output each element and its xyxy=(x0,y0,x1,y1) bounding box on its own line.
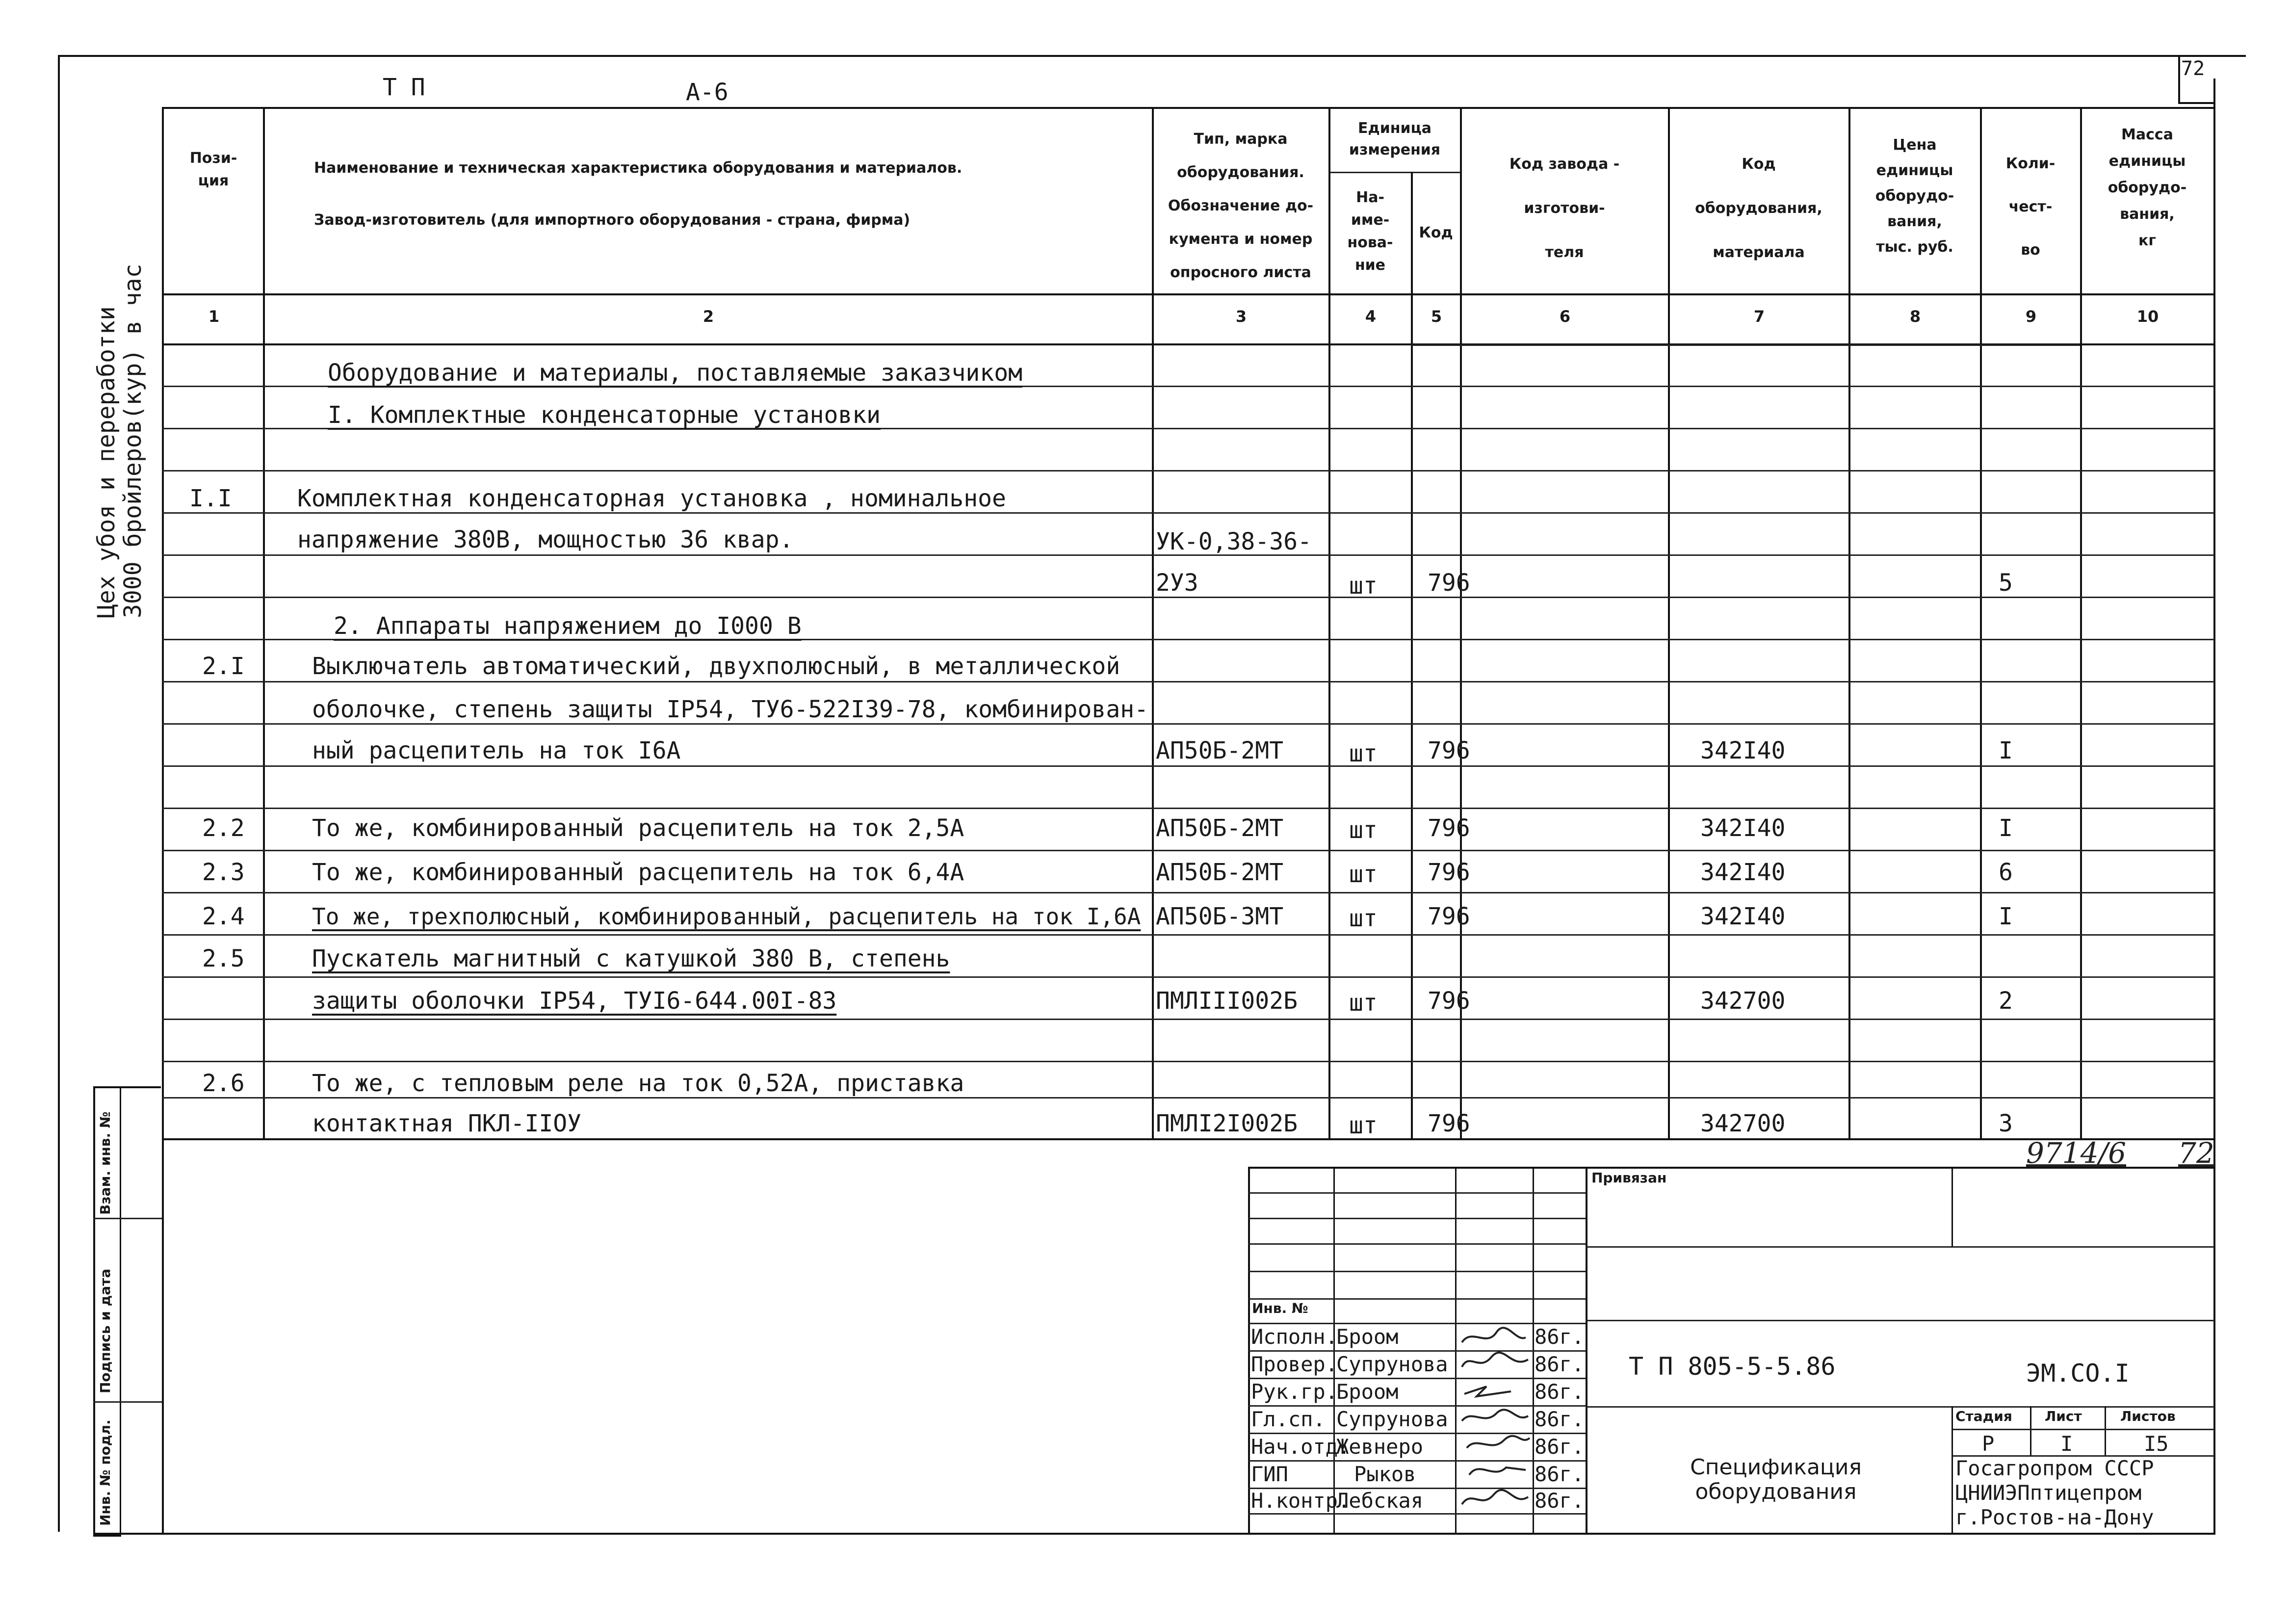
side-caption-line1: Цех убоя и переработки xyxy=(93,306,120,618)
name-cell: Пускатель магнитный с катушкой 380 В, степень xyxy=(312,945,950,972)
row-line xyxy=(162,850,2214,851)
tb-row xyxy=(1248,1323,1586,1324)
row-line xyxy=(162,808,2214,809)
qty-cell: I xyxy=(1999,814,2013,842)
col-line-7 xyxy=(1848,107,1850,1139)
colnum-7: 7 xyxy=(1753,307,1765,326)
tb-signer-role: Н.контр. xyxy=(1251,1489,1351,1513)
equipment-code-cell: 342I40 xyxy=(1700,737,1786,764)
position-cell: 2.3 xyxy=(202,859,245,886)
tb-sheets-value: I5 xyxy=(2144,1432,2169,1456)
doc-number-handwritten: 9714/6 xyxy=(2026,1136,2127,1170)
col7-header: Код оборудования, материала xyxy=(1695,156,1822,261)
tb-signer-year: 86г. xyxy=(1535,1489,1585,1513)
tb-line xyxy=(1586,1406,2214,1408)
tb-row xyxy=(1248,1378,1586,1379)
tb-signer-role: Нач.отд. xyxy=(1251,1435,1351,1459)
type-cell: АП50Б-3МТ xyxy=(1156,903,1284,930)
tb-org-line1: Госагропром СССР xyxy=(1955,1456,2154,1480)
type-cell: 2У3 xyxy=(1156,569,1198,597)
unit-code-cell: 796 xyxy=(1428,1110,1470,1137)
tb-title-org-divider xyxy=(1952,1406,1953,1534)
doc-number-page: 72 xyxy=(2178,1136,2214,1170)
unit-cell: шт xyxy=(1349,989,1378,1017)
tb-row xyxy=(1248,1433,1586,1434)
tb-bound-label: Привязан xyxy=(1591,1170,1667,1186)
tb-signer-name: Супрунова xyxy=(1336,1407,1448,1431)
tb-main-divider xyxy=(1586,1167,1587,1534)
tb-signer-year: 86г. xyxy=(1535,1407,1585,1431)
tb-signer-name: Рыков xyxy=(1354,1462,1416,1486)
tb-signer-name: Броом xyxy=(1336,1380,1399,1404)
name-cell: ный расцепитель на ток I6А xyxy=(312,737,681,764)
type-cell: ПМЛI2I002Б xyxy=(1156,1110,1298,1137)
equipment-code-cell: 342700 xyxy=(1700,1110,1786,1137)
row-line xyxy=(162,512,2214,514)
col-line-9 xyxy=(2080,107,2082,1139)
col1-header: Пози- ция xyxy=(189,150,237,189)
tb-signer-role: Провер. xyxy=(1251,1352,1338,1376)
tb-row xyxy=(1248,1513,1586,1515)
tb-signer-name: Лебская xyxy=(1336,1489,1424,1513)
type-cell: АП50Б-2МТ xyxy=(1156,859,1284,886)
row-line xyxy=(162,723,2214,725)
inner-frame-left xyxy=(162,108,164,1535)
signature xyxy=(1464,1387,1511,1396)
inner-frame-right xyxy=(2213,79,2215,1535)
side-caption xyxy=(93,264,146,618)
section-heading: Оборудование и материалы, поставляемые заказчиком xyxy=(328,359,1023,387)
unit-cell: шт xyxy=(1349,740,1378,767)
tb-signer-name: Супрунова xyxy=(1336,1352,1448,1376)
name-cell: напряжение 380В, мощностью 36 квар. xyxy=(297,526,794,553)
tb-row xyxy=(1248,1218,1586,1219)
tb-row xyxy=(1248,1350,1586,1352)
left-strip-inv-orig: Инв. № подл. xyxy=(97,1419,113,1526)
sheet-corner-number: 72 xyxy=(2181,57,2205,80)
position-cell: 2.4 xyxy=(202,903,245,930)
row-line xyxy=(162,1019,2214,1020)
name-cell: То же, комбинированный расцепитель на ток 2,5А xyxy=(312,814,964,842)
row-line xyxy=(162,892,2214,893)
equipment-code-cell: 342700 xyxy=(1700,987,1786,1015)
unit-code-cell: 796 xyxy=(1428,987,1470,1015)
row-line xyxy=(162,1061,2214,1062)
position-cell: 2.5 xyxy=(202,945,245,972)
tb-stage-value: Р xyxy=(1982,1432,1995,1456)
signature xyxy=(1469,1467,1526,1475)
col10-header: Масса единицы оборудо- вания, кг xyxy=(2108,126,2187,249)
col9-header: Коли- чест- во xyxy=(2005,155,2056,259)
left-strip-inv-repl: Взам. инв. № xyxy=(97,1111,113,1215)
tb-sheet-value: I xyxy=(2060,1432,2073,1456)
tb-row xyxy=(1248,1298,1586,1300)
colnum-6: 6 xyxy=(1559,307,1571,326)
qty-cell: 2 xyxy=(1999,987,2013,1015)
tb-signer-year: 86г. xyxy=(1535,1352,1585,1376)
position-cell: I.I xyxy=(189,485,232,512)
name-cell: Комплектная конденсаторная установка , номинальное xyxy=(297,485,1006,512)
section-heading: I. Комплектные конденсаторные установки xyxy=(328,401,881,429)
sheet-format: А-6 xyxy=(686,79,729,106)
tb-stage-col xyxy=(2105,1406,2106,1455)
side-caption-line2: 3000 бройлеров(кур) в час xyxy=(119,263,147,618)
equipment-code-cell: 342I40 xyxy=(1700,814,1786,842)
signature xyxy=(1462,1410,1528,1421)
unit-code-cell: 796 xyxy=(1428,569,1470,597)
tb-row xyxy=(1248,1192,1586,1194)
row-line xyxy=(162,976,2214,978)
colnum-9: 9 xyxy=(2025,307,2037,326)
tb-stage-col xyxy=(2030,1406,2031,1455)
tp-label: Т П xyxy=(383,74,425,101)
qty-cell: 6 xyxy=(1999,859,2013,886)
tb-project-code: Т П 805-5-5.86 xyxy=(1629,1352,1836,1381)
colnum-2: 2 xyxy=(703,307,714,326)
tb-line xyxy=(1586,1246,2214,1248)
tb-org-line2: ЦНИИЭПптицепром xyxy=(1955,1481,2142,1505)
unit-cell: шт xyxy=(1349,572,1378,600)
equipment-code-cell: 342I40 xyxy=(1700,859,1786,886)
col3-header: Тип, марка оборудования. Обозначение до- кумента и номер опросного листа xyxy=(1168,131,1314,281)
signature xyxy=(1462,1328,1526,1342)
col4-header: На- име- нова- ние xyxy=(1347,189,1393,274)
row-line xyxy=(162,1097,2214,1099)
unit-cell: шт xyxy=(1349,1112,1378,1139)
tb-signer-role: Исполн. xyxy=(1251,1325,1338,1349)
qty-cell: I xyxy=(1999,903,2013,930)
col2-header: Наименование и техническая характеристика оборудования и материалов. xyxy=(314,159,963,177)
unit-code-cell: 796 xyxy=(1428,737,1470,764)
name-cell: Выключатель автоматический, двухполюсный, в металлической xyxy=(312,653,1120,680)
colnum-10: 10 xyxy=(2136,307,2159,326)
type-cell: УК-0,38-36- xyxy=(1156,528,1312,555)
tb-row xyxy=(1248,1460,1586,1462)
tb-line xyxy=(1586,1320,2214,1321)
col6-header: Код завода - изготови- теля xyxy=(1509,156,1620,261)
unit-cell: шт xyxy=(1349,905,1378,932)
name-cell: контактная ПКЛ-IIОУ xyxy=(312,1110,582,1137)
tb-signer-role: ГИП xyxy=(1251,1462,1288,1486)
tb-signer-role: Рук.гр. xyxy=(1251,1380,1338,1404)
unit-code-cell: 796 xyxy=(1428,859,1470,886)
row-line xyxy=(162,470,2214,471)
equipment-code-cell: 342I40 xyxy=(1700,903,1786,930)
tb-line xyxy=(1952,1429,2214,1430)
left-strip-sign-date: Подпись и дата xyxy=(97,1268,113,1393)
name-cell: оболочке, степень защиты IP54, ТУ6-522I39-78, комбинирован- xyxy=(312,696,1149,723)
tb-signer-year: 86г. xyxy=(1535,1380,1585,1404)
name-cell: То же, трехполюсный, комбинированный, расцепитель на ток I,6А xyxy=(312,903,1141,930)
type-cell: АП50Б-2МТ xyxy=(1156,814,1284,842)
tb-org-line3: г.Ростов-на-Дону xyxy=(1955,1505,2154,1529)
tb-sheets-label: Листов xyxy=(2120,1408,2176,1424)
position-cell: 2.I xyxy=(202,653,245,680)
left-strip-div xyxy=(93,1218,162,1219)
left-strip-col2 xyxy=(118,1086,161,1535)
tb-signer-name: Броом xyxy=(1336,1325,1399,1349)
outer-frame-top xyxy=(58,55,2246,57)
tb-row xyxy=(1248,1243,1586,1245)
section-heading: 2. Аппараты напряжением до I000 В xyxy=(334,612,802,640)
colnum-1: 1 xyxy=(208,307,220,326)
unit-cell: шт xyxy=(1349,861,1378,888)
tb-bound-divider xyxy=(1952,1167,1953,1246)
col5-header: Код xyxy=(1419,224,1453,241)
colnum-3: 3 xyxy=(1235,307,1247,326)
signature xyxy=(1462,1353,1528,1367)
tb-signer-year: 86г. xyxy=(1535,1462,1585,1486)
row-line xyxy=(162,681,2214,682)
header-bottom-line xyxy=(162,293,2214,295)
tb-doc-title: Спецификация оборудования xyxy=(1690,1455,1862,1504)
signature xyxy=(1467,1436,1530,1448)
tb-top-line xyxy=(1248,1167,2214,1169)
tb-row xyxy=(1248,1405,1586,1407)
signature-scribbles xyxy=(1457,1323,1533,1529)
row-line xyxy=(162,934,2214,936)
qty-cell: 5 xyxy=(1999,569,2013,597)
colnum-8: 8 xyxy=(1909,307,1921,326)
tb-signer-name: Жевнеро xyxy=(1336,1435,1424,1459)
name-cell: То же, с тепловым реле на ток 0,52А, приставка xyxy=(312,1070,964,1097)
unit-code-cell: 796 xyxy=(1428,903,1470,930)
inner-frame-bottom xyxy=(93,1533,2214,1535)
tb-stage-label: Стадия xyxy=(1955,1408,2012,1424)
outer-frame-left xyxy=(58,55,60,1532)
type-cell: ПМЛIII002Б xyxy=(1156,987,1298,1015)
position-cell: 2.2 xyxy=(202,814,245,842)
tb-signer-year: 86г. xyxy=(1535,1435,1585,1459)
col-line-1 xyxy=(263,107,265,1139)
row-line xyxy=(162,765,2214,767)
unit-cell: шт xyxy=(1349,816,1378,844)
tb-inv-no: Инв. № xyxy=(1252,1300,1308,1316)
row-line xyxy=(162,597,2214,598)
unit-group-header: Единица измерения xyxy=(1349,120,1441,158)
tb-sheet-label: Лист xyxy=(2045,1408,2082,1424)
left-strip-div xyxy=(93,1401,162,1403)
unit-group-line xyxy=(1328,172,1460,173)
tb-row xyxy=(1248,1271,1586,1272)
qty-cell: 3 xyxy=(1999,1110,2013,1137)
tb-signer-year: 86г. xyxy=(1535,1325,1585,1349)
body-inner-box-top xyxy=(1411,344,2080,346)
table-bottom-line xyxy=(162,1138,2214,1140)
colnum-4: 4 xyxy=(1365,307,1377,326)
unit-code-cell: 796 xyxy=(1428,814,1470,842)
signature xyxy=(1462,1490,1528,1504)
tb-signer-role: Гл.сп. xyxy=(1251,1407,1326,1431)
qty-cell: I xyxy=(1999,737,2013,764)
name-cell: То же, комбинированный расцепитель на ток 6,4А xyxy=(312,859,964,886)
colnum-5: 5 xyxy=(1431,307,1442,326)
type-cell: АП50Б-2МТ xyxy=(1156,737,1284,764)
position-cell: 2.6 xyxy=(202,1070,245,1097)
table-top-line xyxy=(162,107,2214,109)
col8-header: Цена единицы оборудо- вания, тыс. руб. xyxy=(1875,136,1954,256)
tb-drawing-code: ЭМ.СО.I xyxy=(2026,1359,2130,1388)
name-cell: защиты оболочки IP54, ТУI6-644.00I-83 xyxy=(312,987,837,1015)
col2-subheader: Завод-изготовитель (для импортного оборудования - страна, фирма) xyxy=(314,211,911,229)
